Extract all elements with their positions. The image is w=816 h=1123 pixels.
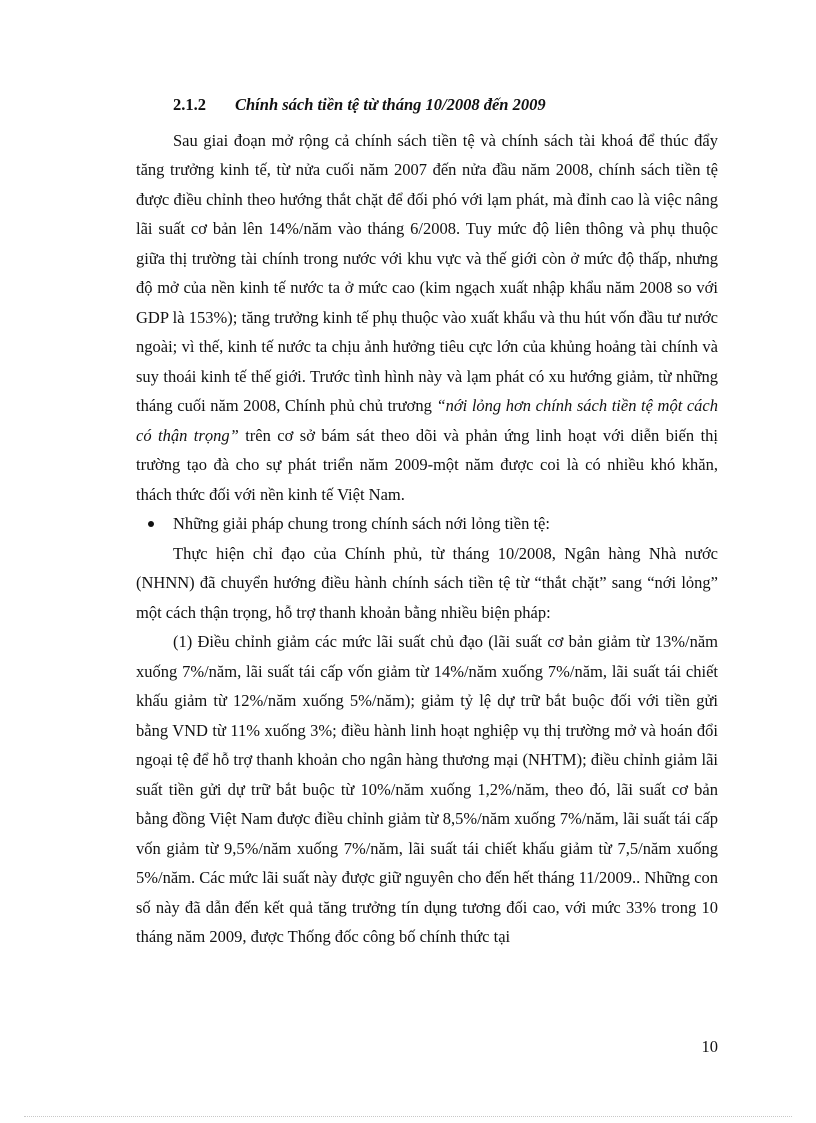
government-policy-quote: “nới lỏng hơn chính sách tiền tệ một cách có thận trọng” — [136, 396, 719, 445]
section-heading — [173, 90, 718, 120]
paragraph-intro — [136, 126, 718, 510]
bullet-item — [136, 509, 718, 539]
section-number: 2.1.2 — [173, 95, 206, 114]
page-content — [136, 90, 718, 952]
bullet-text: Những giải pháp chung trong chính sách nới lỏng tiền tệ: — [173, 514, 550, 533]
page-bottom-divider — [24, 1116, 792, 1117]
paragraph-implementation: Thực hiện chỉ đạo của Chính phủ, từ tháng 10/2008, Ngân hàng Nhà nước (NHNN) đã chuyển hướng điều hành chính sách tiền tệ từ “thắt chặt” sang “nới lỏng” một cách thận trọng, hỗ trợ thanh khoản bằng nhiều biện pháp: — [136, 543, 718, 622]
paragraph-measures: (1) Điều chỉnh giảm các mức lãi suất chủ đạo (lãi suất cơ bản giảm từ 13%/năm xuống 7%/năm, lãi suất tái cấp vốn giảm từ 14%/năm xuống 7%/năm, lãi suất tái chiết khấu giảm từ 12%/năm xuống 5%/năm); giảm tỷ lệ dự trữ bắt buộc đối với tiền gửi bằng VND từ 11% xuống 3%; điều hành linh hoạt nghiệp vụ thị trường mở và hoán đổi ngoại tệ để hỗ trợ thanh khoản cho ngân hàng thương mại (NHTM); điều chỉnh giảm lãi suất tiền gửi dự trữ bắt buộc từ 10%/năm xuống 1,2%/năm, theo đó, lãi suất cơ bản bằng đồng Việt Nam được điều chỉnh giảm từ 8,5%/năm xuống 7%/năm, lãi suất tái cấp vốn giảm từ 9,5%/năm xuống 7%/năm, lãi suất tái chiết khấu giảm từ 7,5/năm xuống 5%/năm. Các mức lãi suất này được giữ nguyên cho đến hết tháng 11/2009.. Những con số này đã dẫn đến kết quả tăng trưởng tín dụng tương đối cao, với mức 33% trong 10 tháng năm 2009, được Thống đốc công bố chính thức tại — [136, 632, 718, 946]
bullet-dot-icon — [148, 521, 154, 527]
page-number: 10 — [701, 1037, 718, 1056]
paragraph-intro-continuation: trên cơ sở bám sát theo dõi và phản ứng linh hoạt với diễn biến thị trường tạo đà cho sự phát triển năm 2009-một năm được coi là có nhiều khó khăn, thách thức đối với nền kinh tế Việt Nam. — [136, 425, 718, 504]
paragraph-intro-text: Sau giai đoạn mở rộng cả chính sách tiền tệ và chính sách tài khoá để thúc đẩy tăng trưởng kinh tế, từ nửa cuối năm 2007 đến nửa đầu năm 2008, chính sách tiền tệ được điều chỉnh theo hướng thắt chặt để đối phó với lạm phát, mà đỉnh cao là việc nâng lãi suất cơ bản lên 14%/năm vào tháng 6/2008. Tuy mức độ liên thông và phụ thuộc giữa thị trường tài chính trong nước với khu vực và thế giới còn ở mức độ thấp, nhưng độ mở của nền kinh tế nước ta ở mức cao (kim ngạch xuất nhập khẩu năm 2008 so với GDP là 153%); tăng trưởng kinh tế phụ thuộc vào xuất khẩu và thu hút vốn đầu tư nước ngoài; vì thế, kinh tế nước ta chịu ảnh hưởng tiêu cực lớn của khủng hoảng tài chính và suy thoái kinh tế thế giới. Trước tình hình này và lạm phát có xu hướng giảm, từ những tháng cuối năm 2008, Chính phủ chủ trương — [136, 130, 718, 415]
section-title: Chính sách tiền tệ từ tháng 10/2008 đến 2009 — [235, 95, 546, 114]
